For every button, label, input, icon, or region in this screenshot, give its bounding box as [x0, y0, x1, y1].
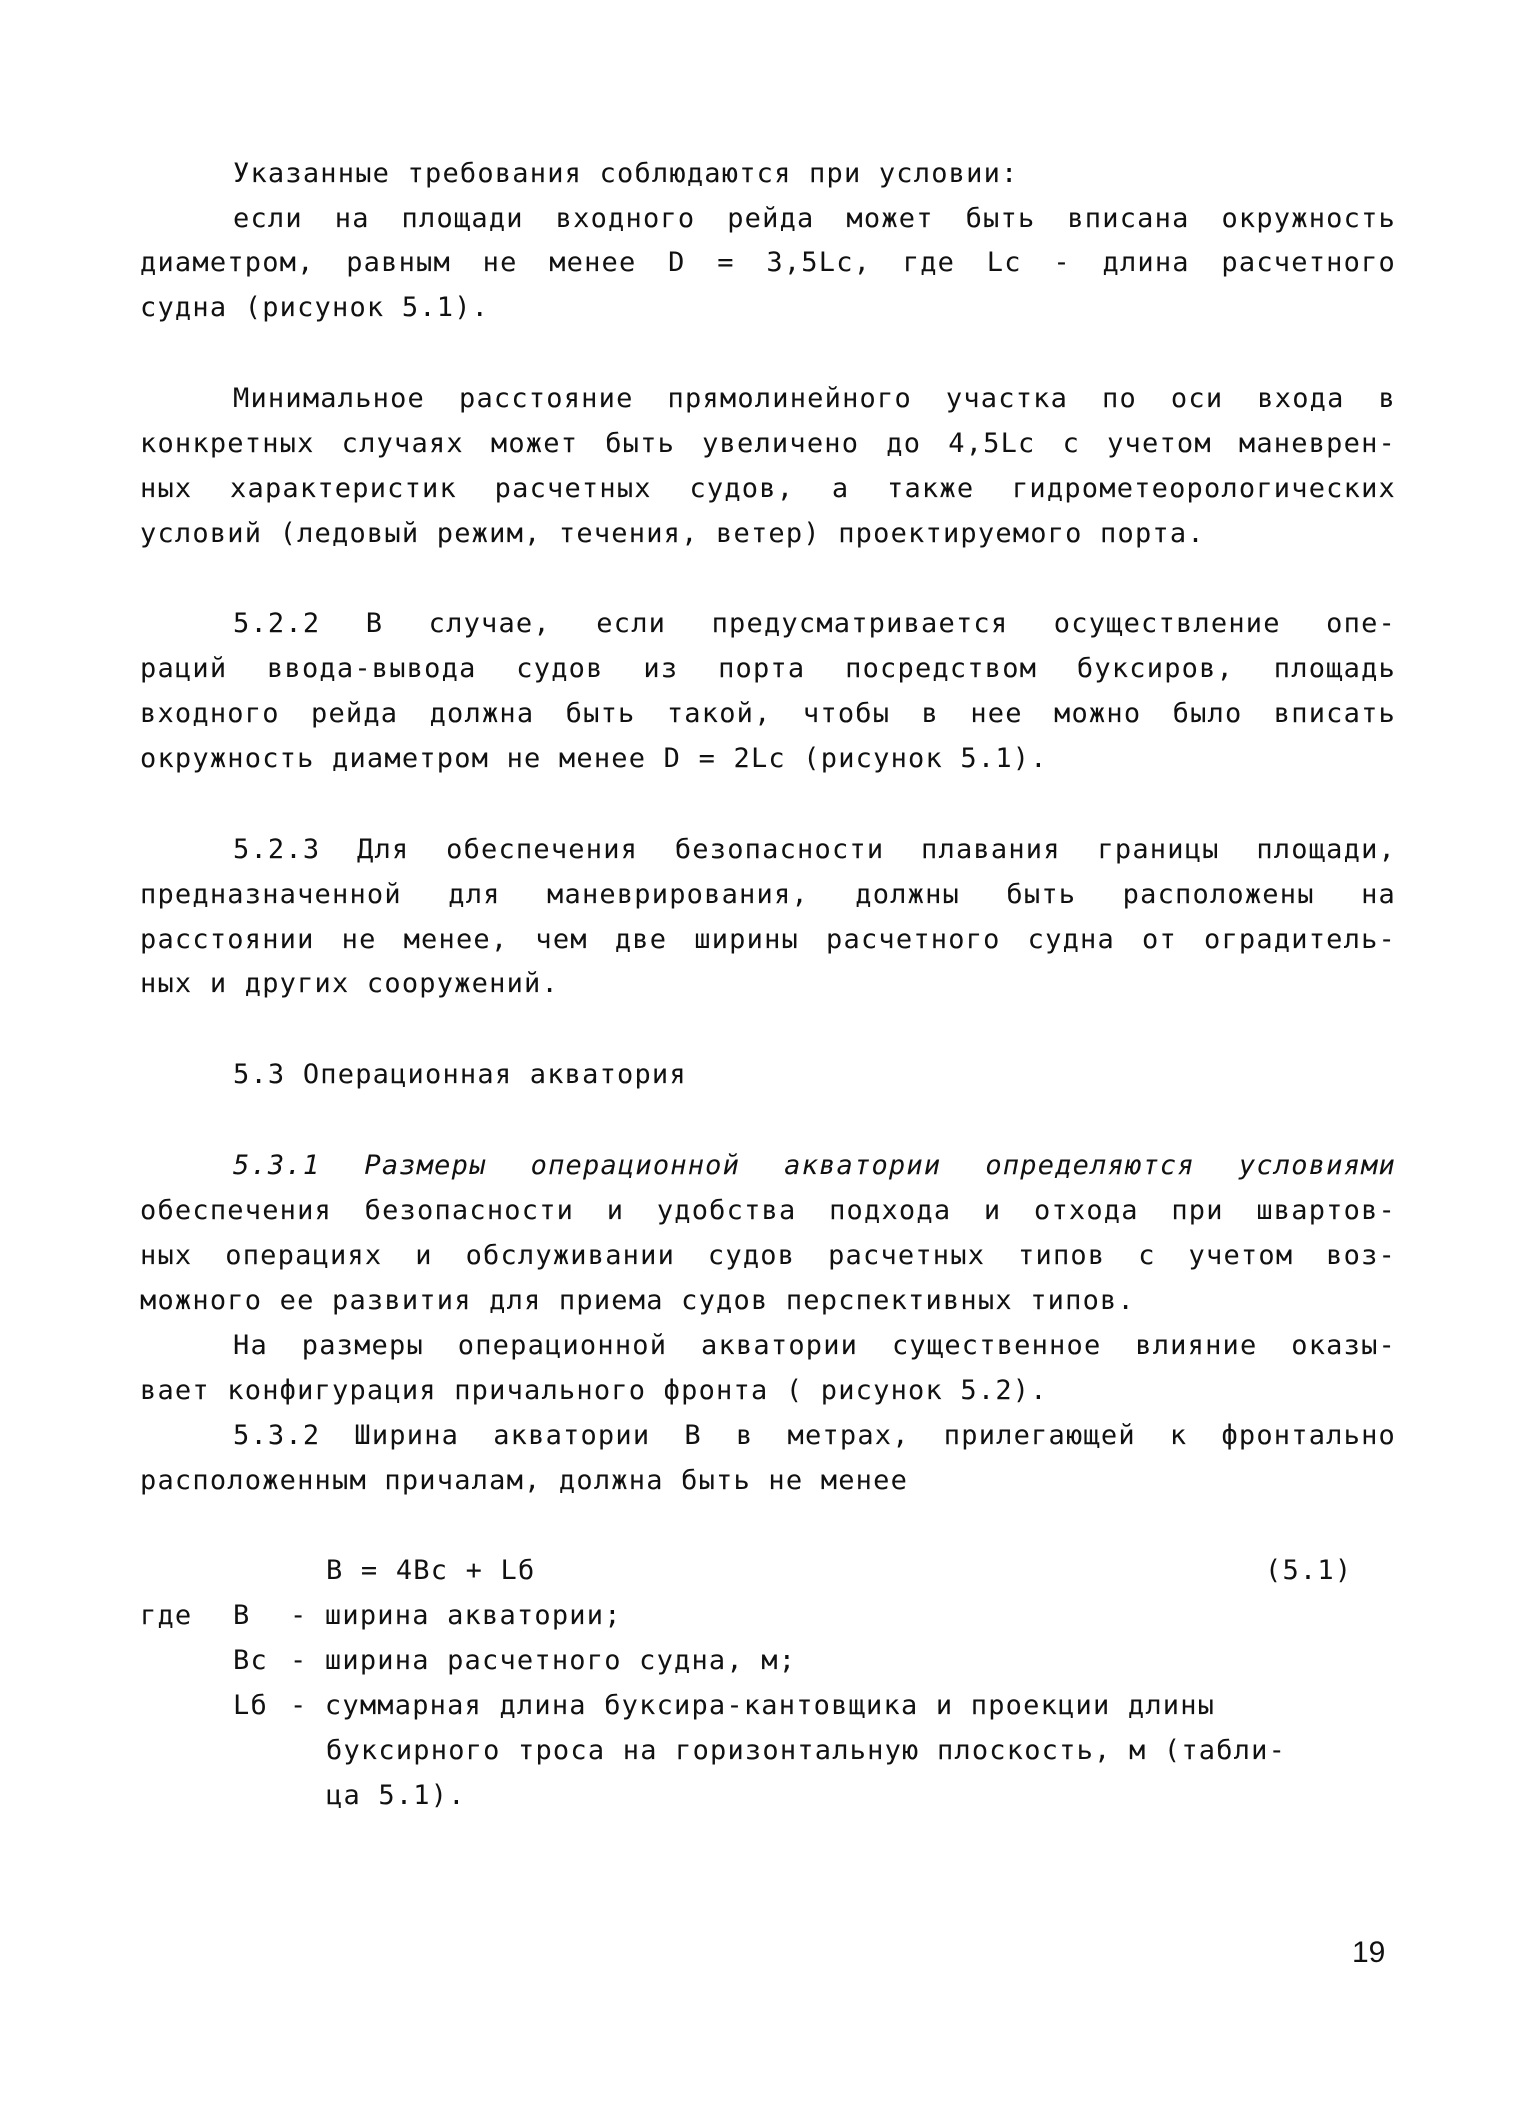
legend-desc-lb-2: буксирного троса на горизонтальную плоскость, м (табли- [326, 1735, 1287, 1766]
p5-line-4: можного ее развития для приема судов перспективных типов. [140, 1285, 1135, 1316]
formula-expression: B = 4Bc + Lб [326, 1555, 536, 1586]
p7-line-1: 5.3.2 Ширина акватории B в метрах, прилегающей к фронтально [233, 1420, 1396, 1451]
legend-desc-bc: - ширина расчетного судна, м; [290, 1645, 797, 1676]
p2-line-2: конкретных случаях может быть увеличено до 4,5Lc с учетом маневрен- [140, 428, 1396, 459]
legend-desc-lb-1: - суммарная длина буксира-кантовщика и проекции длины [290, 1690, 1216, 1721]
p2-line-3: ных характеристик расчетных судов, а также гидрометеорологических [140, 473, 1396, 504]
p4-line-4: ных и других сооружений. [140, 968, 559, 999]
section-heading: 5.3 Операционная акватория [233, 1059, 687, 1090]
p3-line-3: входного рейда должна быть такой, чтобы в нее можно было вписать [140, 698, 1396, 729]
legend-desc-lb-3: ца 5.1). [326, 1780, 466, 1811]
p3-line-4: окружность диаметром не менее D = 2Lc (рисунок 5.1). [140, 743, 1048, 774]
p1-line-2: если на площади входного рейда может быть вписана окружность [233, 203, 1396, 234]
p3-line-2: раций ввода-вывода судов из порта посредством буксиров, площадь [140, 653, 1396, 684]
p3-line-1: 5.2.2 В случае, если предусматривается осуществление опе- [233, 608, 1396, 639]
p6-line-1: На размеры операционной акватории существенное влияние оказы- [233, 1330, 1396, 1361]
p5-line-1: 5.3.1 Размеры операционной акватории определяются условиями [233, 1150, 1396, 1181]
p1-line-1: Указанные требования соблюдаются при условии: [233, 158, 1019, 189]
p2-line-4: условий (ледовый режим, течения, ветер) проектируемого порта. [140, 518, 1205, 549]
p4-line-2: предназначенной для маневрирования, должны быть расположены на [140, 879, 1396, 910]
p5-line-2: обеспечения безопасности и удобства подхода и отхода при швартов- [140, 1195, 1396, 1226]
p6-line-2: вает конфигурация причального фронта ( рисунок 5.2). [140, 1375, 1048, 1406]
legend-symbol-lb: Lб [233, 1690, 268, 1721]
p4-line-3: расстоянии не менее, чем две ширины расчетного судна от оградитель- [140, 924, 1396, 955]
legend-desc-b: - ширина акватории; [290, 1600, 622, 1631]
formula-number: (5.1) [1265, 1555, 1353, 1586]
p2-line-1: Минимальное расстояние прямолинейного участка по оси входа в [233, 383, 1396, 414]
p5-line-3: ных операциях и обслуживании судов расчетных типов с учетом воз- [140, 1240, 1396, 1271]
p7-line-2: расположенным причалам, должна быть не менее [140, 1465, 909, 1496]
p4-line-1: 5.2.3 Для обеспечения безопасности плавания границы площади, [233, 834, 1396, 865]
p1-line-4: судна (рисунок 5.1). [140, 292, 490, 323]
page-number: 19 [1352, 1936, 1386, 1969]
legend-symbol-b: B [233, 1600, 251, 1631]
legend-lead: где [140, 1600, 193, 1631]
legend-symbol-bc: Bc [233, 1645, 268, 1676]
p1-line-3: диаметром, равным не менее D = 3,5Lc, где Lc - длина расчетного [140, 247, 1396, 278]
